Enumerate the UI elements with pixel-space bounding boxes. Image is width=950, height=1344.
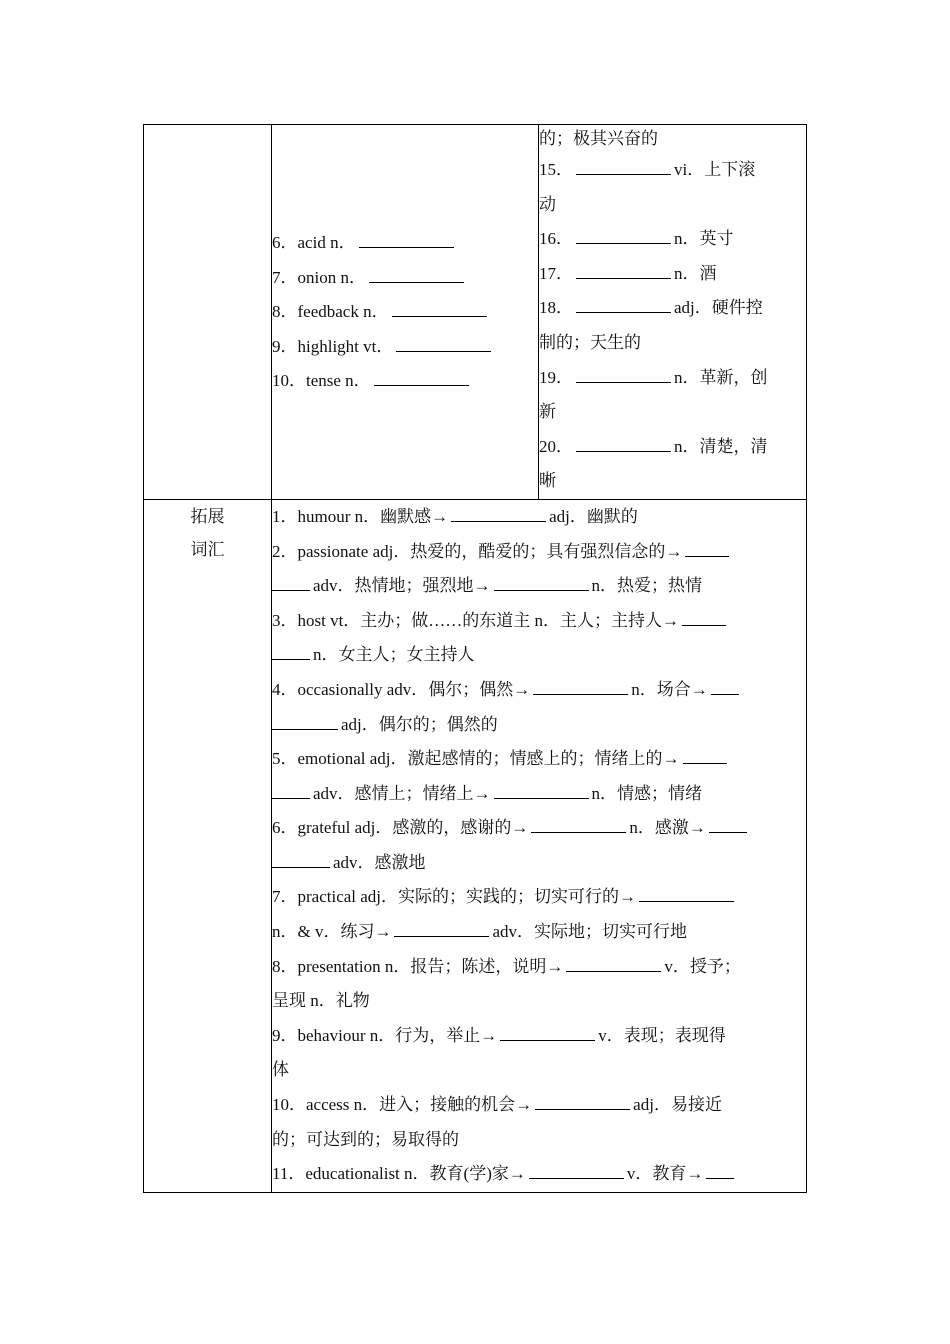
vocabulary-table: [143, 124, 807, 1193]
list-item: 11．educationalist n．教育(学)家→ v．教育→: [272, 1157, 806, 1192]
list-item: 20． n．清楚，清: [539, 436, 768, 456]
list-item: n．女主人；女主持人: [272, 638, 806, 673]
expand-vocab-label: [144, 499, 272, 1192]
list-item: 17． n．酒: [539, 263, 717, 283]
list-item: adv．感激地: [272, 846, 806, 881]
label-line: 词汇: [190, 539, 225, 559]
list-item: 4．occasionally adv．偶尔；偶然→ n．场合→: [272, 673, 806, 708]
list-item: 10．tense n．: [272, 364, 538, 399]
list-item: 8．presentation n．报告；陈述，说明→ v．授予；: [272, 956, 741, 976]
list-item: 15． vi．上下滚: [539, 160, 756, 179]
list-item: 9．highlight vt．: [272, 330, 538, 365]
list-item: 动: [539, 194, 556, 214]
list-item: 呈现 n．礼物: [272, 991, 370, 1011]
list-item: 1．humour n．幽默感→ adj．幽默的: [272, 506, 638, 526]
label-line: 拓展: [190, 506, 225, 526]
list-item: 9．behaviour n．行为，举止→ v．表现；表现得: [272, 1025, 726, 1045]
list-item: adv．感情上；情绪上→ n．情感；情绪: [272, 777, 806, 812]
table-row: [144, 125, 807, 500]
table-row: [144, 499, 807, 1192]
list-item: 19． n．革新，创: [539, 367, 768, 387]
list-item: 6．grateful adj．感激的，感谢的→ n．感激→: [272, 811, 806, 846]
words-list-left: [272, 125, 539, 500]
list-item: 18． adj．硬件控: [539, 298, 763, 318]
list-item: n．& v．练习→ adv．实际地；切实可行地: [272, 922, 688, 942]
list-item: 的；极其兴奋的: [539, 129, 658, 148]
list-item: 晰: [539, 471, 556, 491]
empty-label-cell: [144, 125, 272, 500]
list-item: 8．feedback n．: [272, 295, 538, 330]
list-item: 7．practical adj．实际的；实践的；切实可行的→: [272, 880, 806, 915]
list-item: adv．热情地；强烈地→ n．热爱；热情: [272, 569, 806, 604]
list-item: 体: [272, 1060, 289, 1080]
expand-vocab-content: [272, 499, 807, 1192]
list-item: 16． n．英寸: [539, 229, 734, 249]
list-item: adj．偶尔的；偶然的: [272, 708, 806, 743]
list-item: 6．acid n．: [272, 226, 538, 261]
list-item: 的；可达到的；易取得的: [272, 1129, 459, 1149]
list-item: 3．host vt．主办；做……的东道主 n．主人；主持人→: [272, 604, 806, 639]
list-item: 5．emotional adj．激起感情的；情感上的；情绪上的→: [272, 742, 806, 777]
list-item: 新: [539, 402, 556, 422]
list-item: 10．access n．进入；接触的机会→ adj．易接近: [272, 1095, 722, 1115]
list-item: 7．onion n．: [272, 261, 538, 296]
list-item: 制的；天生的: [539, 332, 641, 352]
list-item: 2．passionate adj．热爱的，酷爱的；具有强烈信念的→: [272, 535, 806, 570]
words-list-right: [539, 125, 807, 500]
